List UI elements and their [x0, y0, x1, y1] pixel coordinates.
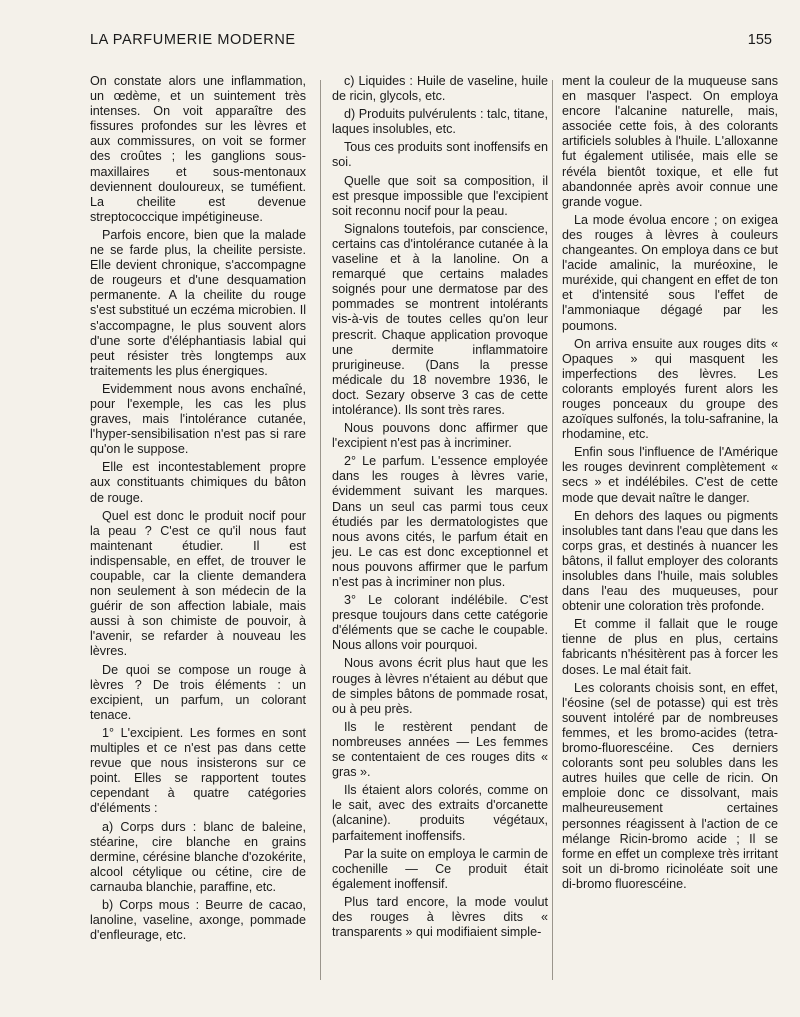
paragraph: Plus tard encore, la mode voulut des rouges à lèvres dits « transparents » qui modifiaient simple- — [332, 894, 548, 940]
paragraph: Quelle que soit sa composition, il est presque impossible que l'excipient soit reconnu nocif pour la peau. — [332, 173, 548, 218]
paragraph: Tous ces produits sont inoffensifs en soi. — [332, 140, 548, 170]
paragraph: De quoi se compose un rouge à lèvres ? De trois éléments : un excipient, un parfum, un colorant tenace. — [90, 662, 306, 722]
paragraph: 2° Le parfum. L'essence employée dans les rouges à lèvres varie, évidemment suivant les marques. Dans un seul cas parmi tous ceux étudiés par les dermatologistes que nous avons cités, le parfum était en jeu. Le cas est donc exceptionnel et nous pouvons affirmer que le parfum n'est pas à incriminer non plus. — [332, 454, 548, 589]
paragraph: Enfin sous l'influence de l'Amérique les rouges devinrent complètement « secs » et indélébiles. C'est de cette mode que devait naître le danger. — [562, 445, 778, 505]
paragraph: Signalons toutefois, par conscience, certains cas d'intolérance cutanée à la vaseline et à la lanoline. On a remarqué que certains malades soignés pour une dermatose par des pommades se montrent intolérants vis-à-vis de toutes celles qu'on leur prescrit. Chaque application provoque une dermite inflammatoire prurigineuse. (Dans la presse médicale du 18 novembre 1936, le doct. Sezary observe 3 cas de cette intolérance). Ils sont très rares. — [332, 221, 548, 417]
paragraph: Quel est donc le produit nocif pour la peau ? C'est ce qu'il nous faut maintenant étudier. Il est indispensable, en effet, de trouver le coupable, car la cliente demandera non seulement à son médecin de la guérir de son affection labiale, mais aussi à son chimiste de pouvoir, à l'avenir, se refarder à nouveau les lèvres. — [90, 508, 306, 659]
text-column-1 — [90, 74, 306, 946]
paragraph: c) Liquides : Huile de vaseline, huile de ricin, glycols, etc. — [332, 74, 548, 104]
paragraph: On constate alors une inflammation, un œdème, et un suintement très intenses. On voit apparaître des fissures profondes sur les lèvres et aux commissures, on voit se former des croûtes ; les ganglions sous-maxillaires et sous-mentonaux deviennent douloureux, se tuméfient. La cheilite est devenue streptococcique impétigineuse. — [90, 74, 306, 224]
paragraph: b) Corps mous : Beurre de cacao, lanoline, vaseline, axonge, pommade d'enfleurage, etc. — [90, 897, 306, 943]
paragraph: Et comme il fallait que le rouge tienne de plus en plus, certains fabricants n'hésitèrent pas à forcer les doses. Le mal était fait. — [562, 617, 778, 677]
paragraph: Nous avons écrit plus haut que les rouges à lèvres n'étaient au début que de simples bâtons de pommade rosat, ou à peu près. — [332, 656, 548, 716]
paragraph: Elle est incontestablement propre aux constituants chimiques du bâton de rouge. — [90, 460, 306, 505]
paragraph: ment la couleur de la muqueuse sans en masquer l'aspect. On employa encore l'alcanine naturelle, mais, associée cette fois, à des colorants artificiels solubles à l'huile. L'alloxanne fut également utilisée, mais elle se révéla bientôt toxique, et elle fut abandonnée après avoir connue une grande vogue. — [562, 74, 778, 209]
paragraph: Parfois encore, bien que la malade ne se farde plus, la cheilite persiste. Elle devient chronique, s'accompagne de rougeurs et d'une desquamation permanente. A la cheilite du rouge s'est substitué un eczéma microbien. Il s'accompagne, le plus souvent alors d'une sorte d'éléphantiasis labial qui peut résister très longtemps aux traitements les plus énergiques. — [90, 227, 306, 378]
text-column-3 — [562, 74, 778, 895]
paragraph: a) Corps durs : blanc de baleine, stéarine, cire blanche en grains dermine, cérésine blanche d'ozokérite, alcool cétylique ou cétine, cire de carnauba blanchie, paraffine, etc. — [90, 819, 306, 894]
paragraph: 1° L'excipient. Les formes en sont multiples et ce n'est pas dans cette revue que nous insisterons sur ce point. Elles se rapportent toutes cependant à quatre catégories d'éléments : — [90, 725, 306, 816]
running-title: LA PARFUMERIE MODERNE — [90, 32, 296, 48]
paragraph: 3° Le colorant indélébile. C'est presque toujours dans cette catégorie d'éléments que se cache le coupable. Nous allons voir pourquoi. — [332, 593, 548, 653]
column-rule — [320, 80, 321, 980]
paragraph: Ils étaient alors colorés, comme on le sait, avec des extraits d'orcanette (alcanine). produits végétaux, parfaitement inoffensifs. — [332, 783, 548, 843]
paragraph: Par la suite on employa le carmin de cochenille — Ce produit était également inoffensif. — [332, 846, 548, 891]
paragraph: d) Produits pulvérulents : talc, titane, laques insolubles, etc. — [332, 107, 548, 137]
column-rule — [552, 80, 553, 980]
paragraph: Ils le restèrent pendant de nombreuses années — Les femmes se contentaient de ces rouges dits « gras ». — [332, 719, 548, 780]
paragraph: On arriva ensuite aux rouges dits « Opaques » qui masquent les imperfections des lèvres. Les colorants employés furent alors les rouges ponceaux du groupe des azoïques sulfonés, la tolu-safranine, la rhodamine, etc. — [562, 336, 778, 442]
paragraph: Nous pouvons donc affirmer que l'excipient n'est pas à incriminer. — [332, 421, 548, 451]
paragraph: Les colorants choisis sont, en effet, l'éosine (sel de potasse) qui est très souvent intoléré par de nombreuses femmes, et les bromo-acides (tetra-bromo-fluorescéine. Ces derniers colorants sont peu solubles dans les autres huiles que celle de ricin. On emploie donc ce dissolvant, mais malheureusement certaines personnes réagissent à l'action de ce mélange Ricin-bromo acide ; Il se forme en effet un complexe très irritant soit un di-bromo ricinoléate soit une di-bromo fluorescéine. — [562, 680, 778, 891]
paragraph: La mode évolua encore ; on exigea des rouges à lèvres à couleurs changeantes. On employa dans ce but l'acide amalinic, la muréoxine, le muréxide, qui changent en effet de ton et d'intensité sous l'effet de l'ammoniaque dégagé par les poumons. — [562, 212, 778, 333]
page-number: 155 — [747, 32, 772, 48]
paragraph: Evidemment nous avons enchaîné, pour l'exemple, les cas les plus graves, mais l'intolérance cutanée, l'hyper-sensibilisation n'est pas si rare qu'on le suppose. — [90, 381, 306, 457]
paragraph: En dehors des laques ou pigments insolubles tant dans l'eau que dans les corps gras, et destinés à nuancer les bâtons, il fallut employer des colorants insolubles dans l'huile, mais solubles dans l'eau des muqueuses, pour obtenir une coloration très profonde. — [562, 508, 778, 614]
text-column-2 — [332, 74, 548, 943]
